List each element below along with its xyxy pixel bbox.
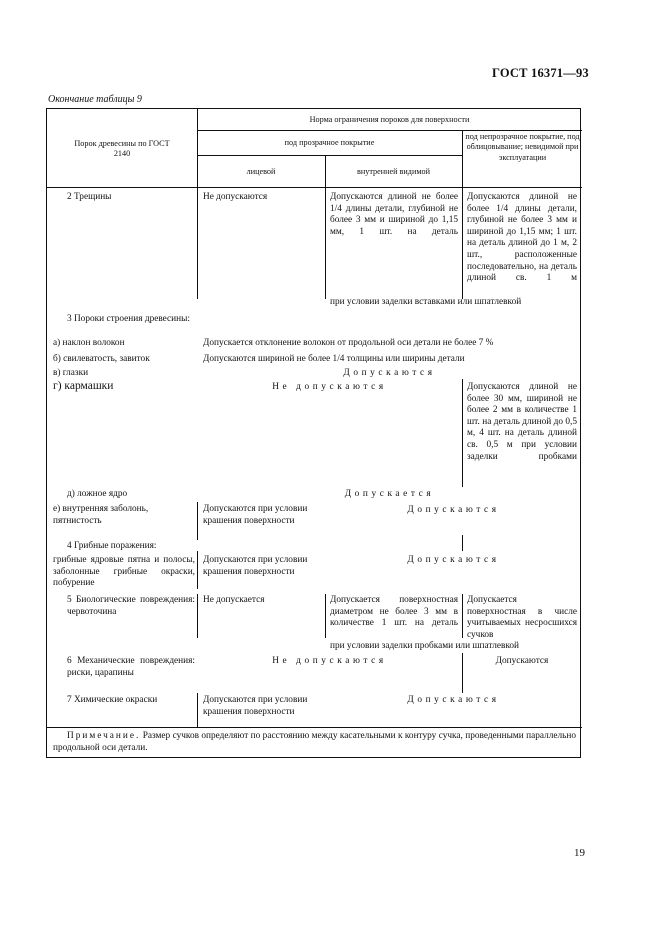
header-norm-title: Норма ограничения пороков для поверхности	[309, 115, 470, 124]
note-label: Примечание.	[67, 731, 141, 741]
row-chem-rest: Допускаются	[407, 695, 500, 705]
defects-table	[46, 108, 581, 758]
row-twist-norm: Допускаются шириной не более 1/4 толщины или ширины детали	[203, 354, 465, 364]
row-cracks-label: 2 Трещины	[67, 192, 112, 202]
row-chem-face: Допускаются при условии крашения поверхности	[203, 695, 308, 717]
note-text: Размер сучков определяют по расстоянию между касательными к контуру сучка, проведенными параллельно продольной оси детали.	[53, 731, 576, 753]
header-defect-column: Порок древесины по ГОСТ 2140	[74, 139, 170, 159]
row-bio-label: 5 Биологические повреждения: червоточина	[67, 595, 195, 617]
row-sapwood-rest: Допускаются	[407, 505, 500, 515]
row-sapwood-label: е) внутренняя заболонь, пятнистость	[53, 504, 149, 526]
row-eyes-label: в) глазки	[53, 368, 89, 378]
row-bio-face: Не допускается	[203, 595, 265, 605]
row-fungal-rest: Допускаются	[407, 555, 500, 565]
row-bio-opaque: Допускается поверхностная в числе учитываемых несросшихся сучков	[467, 595, 577, 640]
row-cracks-inner: Допускаются длиной не более 1/4 длины детали, глубиной не более 3 мм и шириной до 1,15 мм, 1 шт. на деталь	[330, 192, 458, 237]
row-fungal-sublabel: грибные ядровые пятна и полосы, заболонные грибные окраски, побурение	[53, 555, 195, 589]
row-false-core-label: д) ложное ядро	[67, 489, 128, 499]
row-pockets-opaque: Допускаются длиной не более 30 мм, шириной не более 2 мм в количестве 1 шт. на деталь длиной до 0,5 м, 4 шт. на деталь длиной св. 0,5 м при условии заделки пробками	[467, 382, 577, 462]
header-face-surface: лицевой	[246, 167, 276, 176]
row-sapwood-face: Допускаются при условии крашения поверхности	[203, 504, 308, 526]
row-twist-label: б) свилеватость, завиток	[53, 354, 150, 364]
row-false-core-norm: Допускается	[344, 489, 435, 499]
header-opaque-coating: под непрозрачное покрытие, под облицовывание; невидимой при эксплуатации	[465, 132, 580, 162]
row-bio-inner: Допускается поверхностная диаметром не более 3 мм в количестве 1 шт. на деталь	[330, 595, 458, 629]
row-fungal-label: 4 Грибные поражения:	[67, 541, 157, 551]
row-cracks-condition: при условии заделки вставками или шпатлевкой	[330, 297, 522, 307]
table-continuation-label: Окончание таблицы 9	[48, 94, 142, 105]
row-fungal-face: Допускаются при условии крашения поверхности	[203, 555, 308, 577]
row-chem-label: 7 Химические окраски	[67, 695, 158, 705]
row-mech-norm: Не допускаются	[272, 656, 387, 666]
row-mech-opaque: Допускаются	[495, 656, 549, 666]
row-pockets-norm: Не допускаются	[272, 382, 387, 392]
row-pockets-label: г) кармашки	[53, 380, 114, 392]
table-note	[53, 731, 576, 754]
row-bio-condition: при условии заделки пробками или шпатлевкой	[330, 641, 520, 651]
header-inner-surface: внутренней видимой	[356, 167, 431, 176]
row-cracks-opaque: Допускаются длиной не более 1/4 длины детали, глубиной не более 3 мм и шириной до 1,15 мм; 1 шт. на деталь длиной до 1 м, 2 шт., расположенные последовательно, на деталь длиной св. 1 м	[467, 192, 577, 284]
row-fiber-norm: Допускается отклонение волокон от продольной оси детали не более 7 %	[203, 338, 494, 348]
page-number: 19	[574, 847, 585, 859]
row-mech-label: 6 Механические повреждения: риски, царапины	[67, 656, 195, 678]
header-transparent-coating: под прозрачное покрытие	[284, 138, 375, 147]
row-eyes-norm: Допускаются	[343, 368, 436, 378]
row-fiber-label: а) наклон волокон	[53, 338, 125, 348]
row-structure-label: 3 Пороки строения древесины:	[67, 314, 190, 324]
row-cracks-face: Не допускаются	[203, 192, 268, 202]
document-number: ГОСТ 16371—93	[492, 66, 589, 80]
